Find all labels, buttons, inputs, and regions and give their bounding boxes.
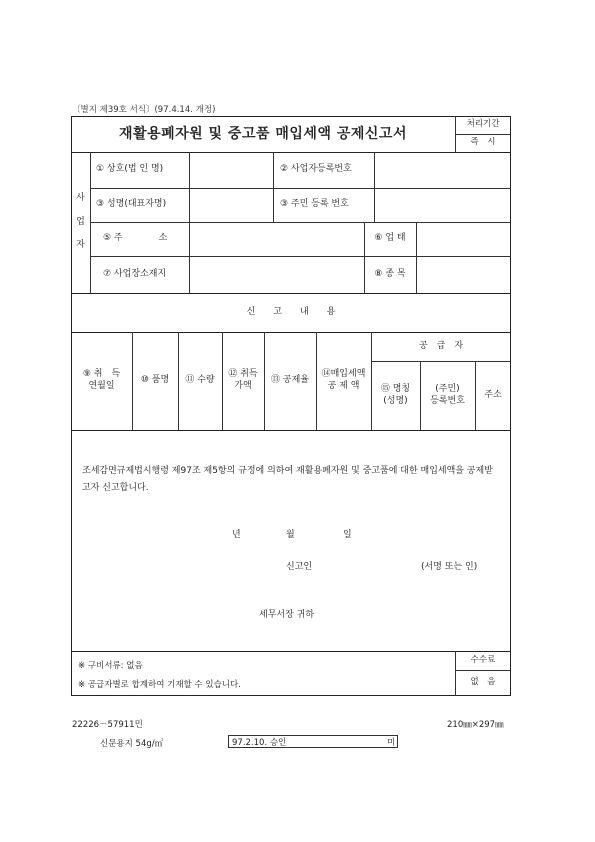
location-field[interactable]	[189, 256, 364, 293]
col-supplier-reg-no: (주민) 등록번호	[430, 383, 465, 406]
col-tax-deduction: ⑭매입세액 공 제 액	[321, 369, 366, 391]
resident-no-label: ③ 주민 등록 번호	[280, 199, 349, 210]
address-label: ⑤ 주 소	[103, 233, 168, 244]
signature-label: (서명 또는 인)	[421, 562, 478, 572]
applicant-label: 신고인	[286, 562, 313, 572]
business-item-field[interactable]	[416, 256, 511, 293]
business-side-label: 사 업 자	[76, 193, 85, 251]
recipient-label: 세무서장 귀하	[259, 610, 315, 620]
business-reg-no-field[interactable]	[374, 152, 511, 188]
representative-name-label: ③ 성명(대표자명)	[96, 199, 167, 210]
representative-name-field[interactable]	[189, 188, 273, 222]
col-deduction-rate: ⑬ 공제율	[271, 375, 309, 386]
fee-label: 수수료	[470, 654, 496, 665]
business-type-field[interactable]	[416, 222, 511, 256]
date-month: 월	[286, 530, 295, 540]
col-quantity: ⑪ 수량	[185, 375, 215, 386]
approval-box	[228, 735, 398, 748]
col-item-name: ⑩ 품명	[140, 375, 170, 386]
divider	[71, 430, 511, 431]
required-documents-note: ※ 구비서류: 없음	[78, 661, 143, 671]
resident-no-field[interactable]	[374, 188, 511, 222]
col-acquisition-date: ⑨ 취 득 연월일	[82, 369, 121, 391]
address-field[interactable]	[189, 222, 364, 256]
fee-value: 없 음	[470, 677, 496, 688]
form-title: 재활용폐자원 및 중고품 매입세액 공제신고서	[119, 125, 407, 142]
form-code: 22226－57911민	[72, 720, 143, 730]
processing-period-value: 즉 시	[470, 137, 496, 148]
paper-type: 신문용지 54g/㎡	[100, 739, 164, 749]
processing-period-label: 처리기간	[466, 119, 500, 130]
supplier-total-note: ※ 공급자별로 합계하여 기재할 수 있습니다.	[78, 680, 241, 690]
business-reg-no-label: ② 사업자등록번호	[280, 164, 352, 175]
trade-name-label: ① 상호(법 인 명)	[96, 164, 164, 175]
form-reference: 〔별지 제39호 서식〕(97.4.14. 개정)	[72, 105, 216, 115]
date-day: 일	[343, 530, 352, 540]
declaration-text: 조세감면규제법시행령 제97조 제5항의 규정에 의하여 재활용폐자원 및 중고품에 대한 매입세액을 공제받고자 신고합니다.	[82, 466, 493, 493]
supplier-group-header: 공 급 자	[418, 340, 464, 351]
business-type-label: ⑥ 업 태	[374, 233, 406, 244]
col-acquisition-price: ⑫ 취득 가액	[228, 369, 258, 391]
col-supplier-address: 주소	[484, 389, 502, 400]
report-section-title: 신 고 내 용	[246, 306, 336, 317]
divider	[71, 651, 511, 652]
trade-name-field[interactable]	[189, 152, 273, 188]
divider	[273, 152, 274, 222]
location-label: ⑦ 사업장소재지	[103, 268, 167, 279]
approval-suffix: 미	[387, 738, 396, 748]
date-year: 년	[232, 530, 241, 540]
col-supplier-name: ⑮ 명칭 (성명)	[380, 383, 411, 406]
divider	[90, 152, 91, 293]
approval-text: 97.2.10. 승인	[232, 738, 287, 748]
business-item-label: ⑧ 종 목	[374, 268, 406, 279]
paper-size: 210㎜×297㎜	[447, 720, 504, 730]
